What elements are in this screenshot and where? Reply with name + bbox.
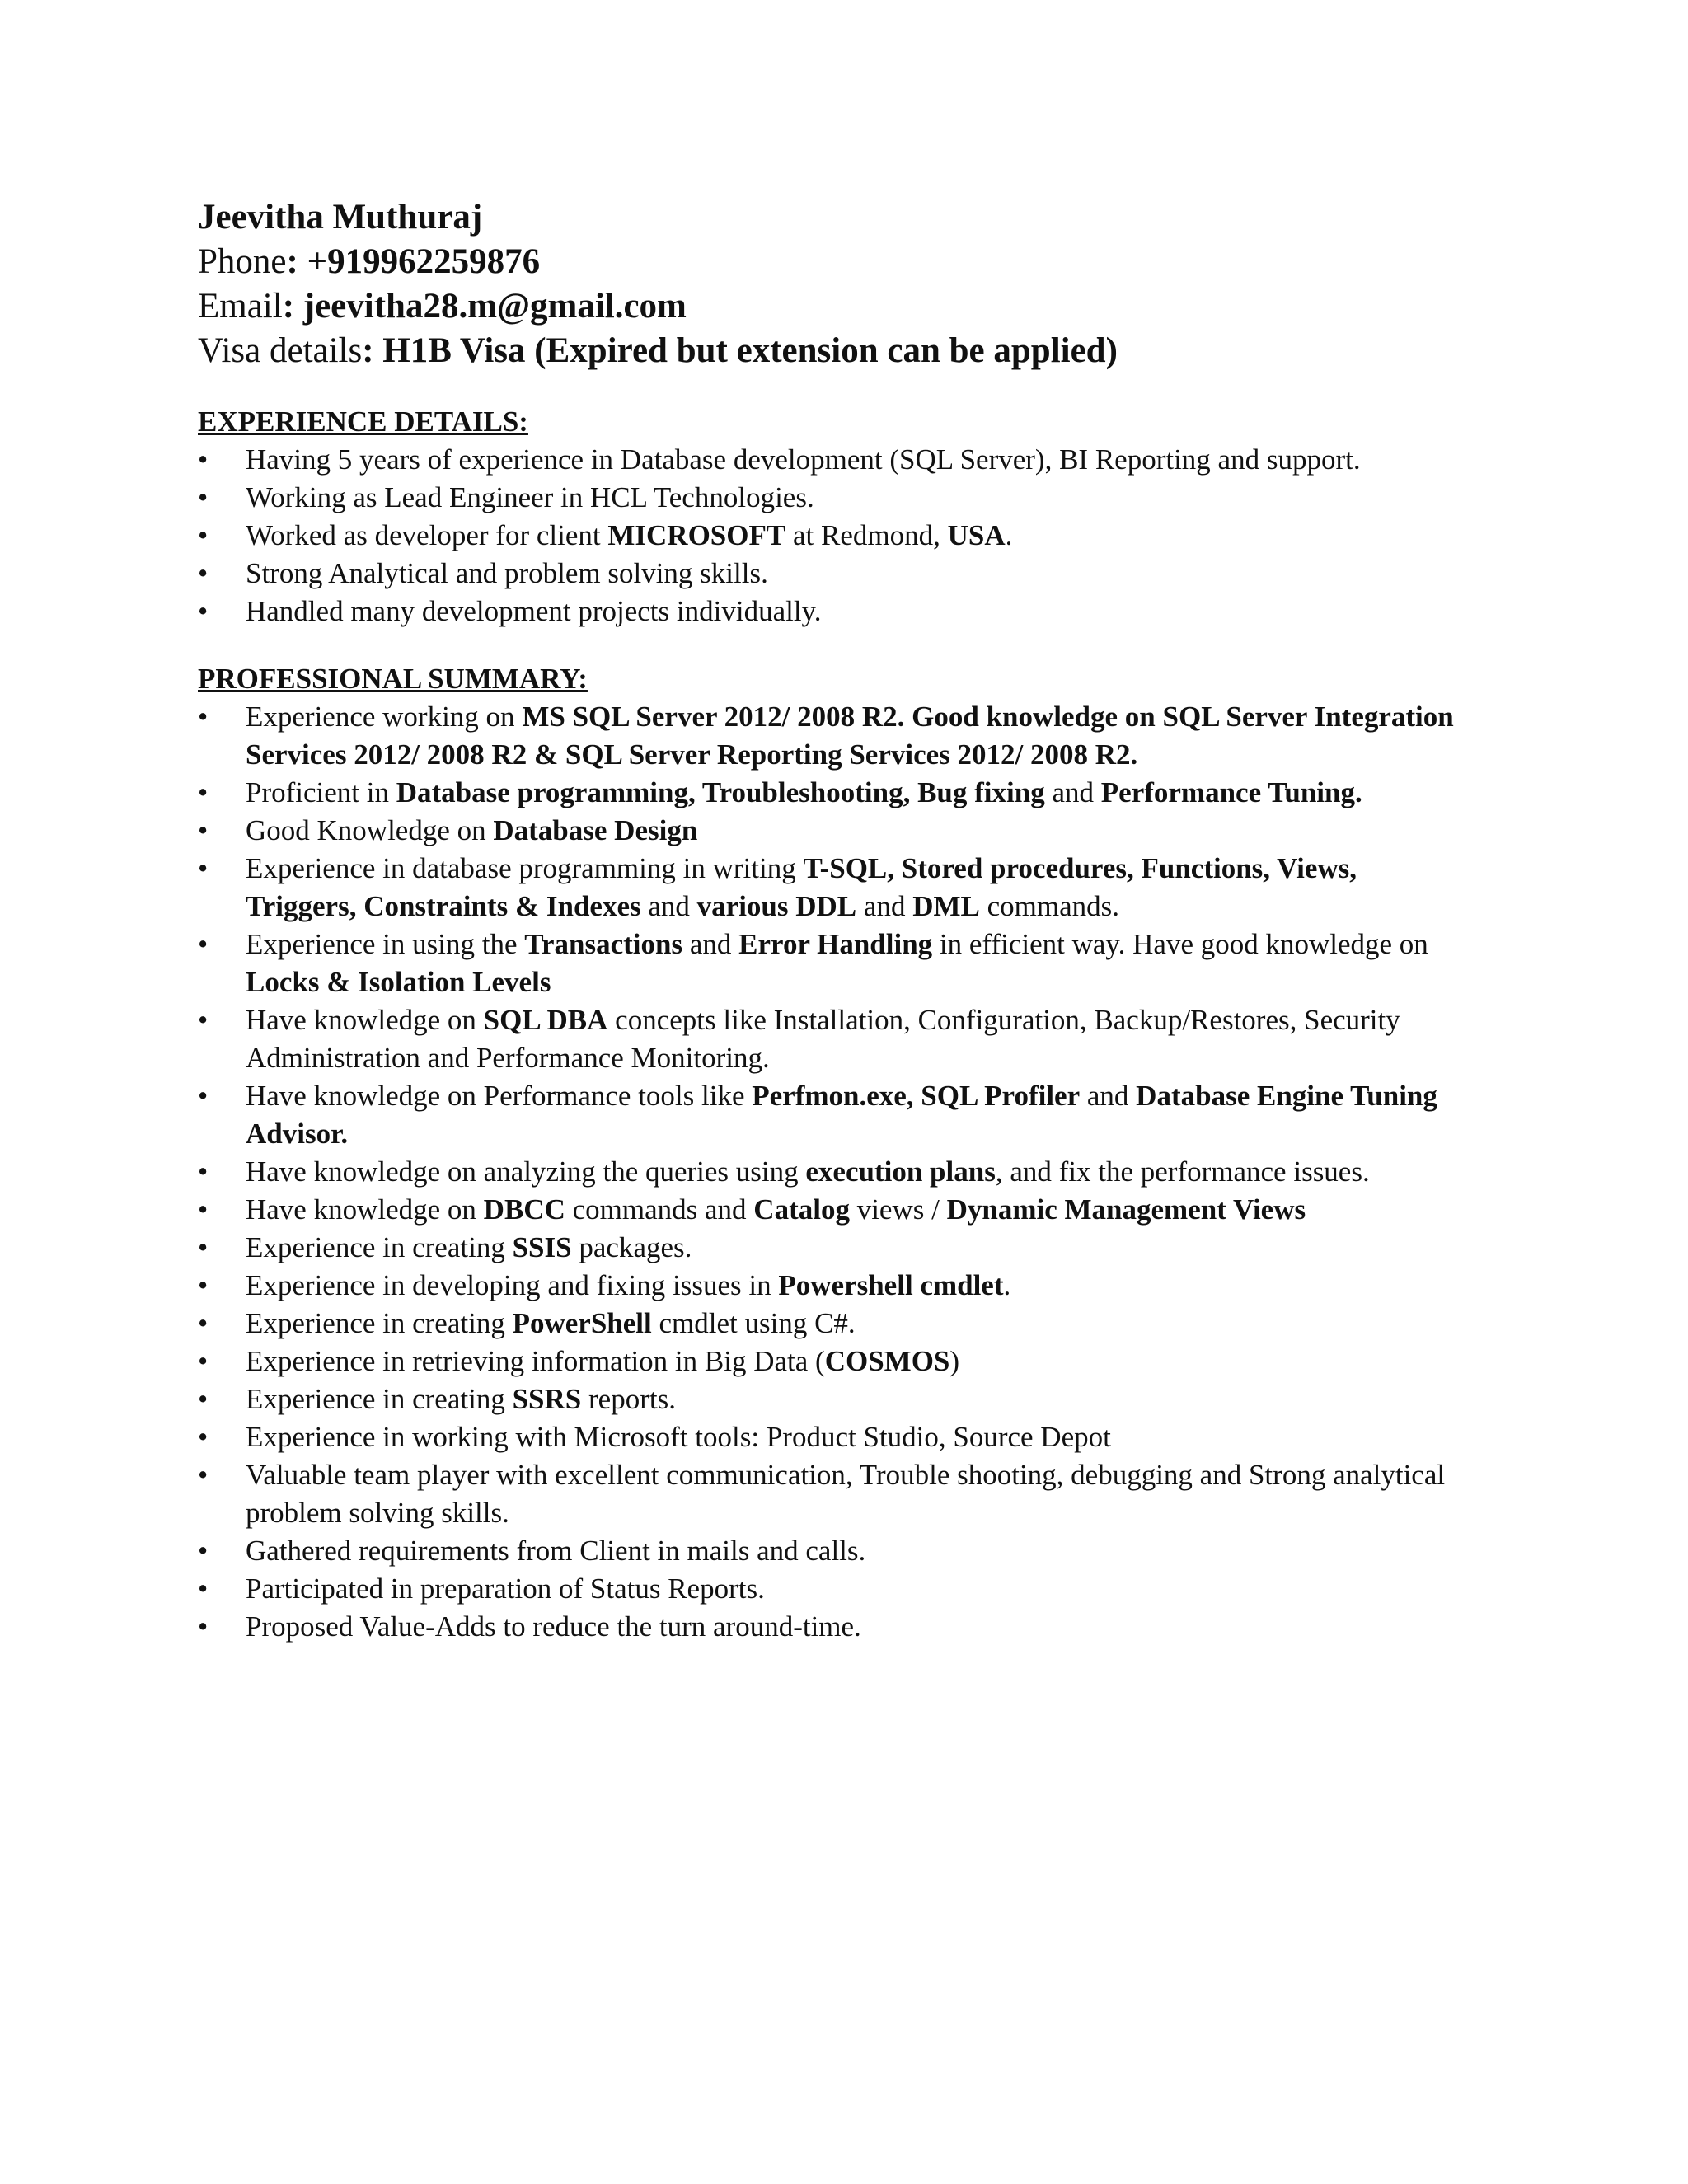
item-text: Proficient in (246, 776, 396, 808)
item-text: Participated in preparation of Status Reports. (246, 1572, 765, 1605)
item-text: Experience in creating (246, 1231, 513, 1263)
item-text: Experience in retrieving information in Big Data ( (246, 1345, 825, 1377)
bullet-icon: • (198, 1004, 209, 1036)
bold-text: Locks & Isolation Levels (246, 966, 551, 998)
list-item (198, 555, 1471, 593)
bold-text: various DDL (696, 890, 857, 922)
bullet-icon: • (198, 1231, 209, 1263)
list-item (198, 1608, 1471, 1646)
bold-text: Perfmon.exe, SQL Profiler (752, 1080, 1081, 1112)
bullet-icon: • (198, 1269, 209, 1301)
bold-text: Database Design (493, 814, 698, 846)
item-text: and (1044, 776, 1101, 808)
email-label: Email (198, 287, 283, 326)
bold-text: Transactions (524, 928, 683, 960)
item-text: Have knowledge on analyzing the queries using (246, 1155, 806, 1188)
item-text: Experience in creating (246, 1307, 513, 1339)
item-text: at Redmond, (785, 519, 948, 551)
bold-text: Powershell cmdlet (778, 1269, 1004, 1301)
item-text: Experience working on (246, 701, 523, 733)
list-item (198, 1267, 1471, 1305)
item-text: commands and (565, 1193, 754, 1226)
summary-list (198, 698, 1471, 1646)
item-text: and (682, 928, 739, 960)
bold-text: Database programming, Troubleshooting, Bug fixing (396, 776, 1045, 808)
item-text: Valuable team player with excellent communication, Trouble shooting, debugging and Strong analytical problem solving skills. (246, 1459, 1446, 1529)
list-item (198, 812, 1471, 850)
list-item (198, 1001, 1471, 1077)
visa-value: : H1B Visa (Expired but extension can be applied) (362, 331, 1118, 370)
bold-text: execution plans (805, 1155, 996, 1188)
item-text: cmdlet using C#. (651, 1307, 856, 1339)
bold-text: MICROSOFT (607, 519, 786, 551)
resume-page (198, 194, 1471, 1646)
item-text: Worked as developer for client (246, 519, 608, 551)
item-text: Experience in working with Microsoft tools: Product Studio, Source Depot (246, 1421, 1111, 1453)
bullet-icon: • (198, 1572, 209, 1605)
list-item (198, 1343, 1471, 1380)
item-text: reports. (581, 1383, 676, 1415)
item-text: ) (950, 1345, 960, 1377)
item-text: Experience in creating (246, 1383, 513, 1415)
list-item (198, 1077, 1471, 1153)
email-line (198, 284, 1471, 329)
bullet-icon: • (198, 1193, 209, 1226)
list-item (198, 441, 1471, 479)
list-item (198, 517, 1471, 555)
phone-line (198, 240, 1471, 284)
list-item (198, 1418, 1471, 1456)
list-item (198, 1380, 1471, 1418)
bullet-icon: • (198, 814, 209, 846)
email-value: : jeevitha28.m@gmail.com (282, 287, 687, 326)
list-item (198, 1570, 1471, 1608)
list-item (198, 479, 1471, 517)
bullet-icon: • (198, 852, 209, 884)
list-item (198, 1153, 1471, 1191)
bullet-icon: • (198, 1459, 209, 1491)
bold-text: Database Engine Tuning Advisor. (246, 1080, 1437, 1150)
item-text: Good Knowledge on (246, 814, 494, 846)
item-text: . (1003, 1269, 1011, 1301)
bold-text: USA (947, 519, 1006, 551)
item-text: in efficient way. Have good knowledge on (932, 928, 1428, 960)
item-text: Experience in database programming in writing (246, 852, 804, 884)
list-item (198, 593, 1471, 630)
bullet-icon: • (198, 776, 209, 808)
bullet-icon: • (198, 1383, 209, 1415)
bullet-icon: • (198, 443, 209, 476)
visa-line (198, 329, 1471, 373)
item-text: commands. (979, 890, 1119, 922)
bold-text: Error Handling (738, 928, 933, 960)
bullet-icon: • (198, 1345, 209, 1377)
bullet-icon: • (198, 1610, 209, 1643)
list-item (198, 698, 1471, 774)
list-item (198, 1229, 1471, 1267)
experience-section (198, 403, 1471, 630)
bullet-icon: • (198, 595, 209, 627)
item-text: Handled many development projects individually. (246, 595, 822, 627)
item-text: Experience in developing and fixing issues in (246, 1269, 779, 1301)
phone-value: : +919962259876 (286, 242, 541, 281)
candidate-name: Jeevitha Muthuraj (198, 198, 483, 237)
item-text: and (856, 890, 913, 922)
item-text: Have knowledge on (246, 1004, 484, 1036)
visa-label: Visa details (198, 331, 363, 370)
bullet-icon: • (198, 928, 209, 960)
bold-text: Performance Tuning. (1100, 776, 1362, 808)
bold-text: COSMOS (824, 1345, 950, 1377)
list-item (198, 774, 1471, 812)
bold-text: DBCC (483, 1193, 565, 1226)
list-item (198, 1532, 1471, 1570)
item-text: and (1080, 1080, 1137, 1112)
bullet-icon: • (198, 701, 209, 733)
bullet-icon: • (198, 1535, 209, 1567)
bullet-icon: • (198, 1421, 209, 1453)
bold-text: PowerShell (512, 1307, 652, 1339)
item-text: Strong Analytical and problem solving skills. (246, 557, 768, 589)
list-item (198, 926, 1471, 1001)
item-text: concepts like Installation, Configuration, Backup/Restores, Security Administration and Performance Monitoring. (246, 1004, 1400, 1074)
item-text: Proposed Value-Adds to reduce the turn around-time. (246, 1610, 861, 1643)
bold-text: SSIS (512, 1231, 572, 1263)
bold-text: Catalog (753, 1193, 850, 1226)
item-text: Having 5 years of experience in Database development (SQL Server), BI Reporting and support. (246, 443, 1361, 476)
summary-heading: PROFESSIONAL SUMMARY: (198, 663, 588, 695)
bullet-icon: • (198, 519, 209, 551)
item-text: views / (849, 1193, 947, 1226)
bold-text: SSRS (512, 1383, 582, 1415)
bullet-icon: • (198, 1155, 209, 1188)
item-text: Experience in using the (246, 928, 525, 960)
bullet-icon: • (198, 481, 209, 513)
item-text: Gathered requirements from Client in mails and calls. (246, 1535, 866, 1567)
item-text: Have knowledge on Performance tools like (246, 1080, 753, 1112)
list-item (198, 850, 1471, 926)
list-item (198, 1191, 1471, 1229)
item-text: Have knowledge on (246, 1193, 484, 1226)
item-text: , and fix the performance issues. (995, 1155, 1370, 1188)
bold-text: DML (912, 890, 980, 922)
experience-list (198, 441, 1471, 630)
bullet-icon: • (198, 557, 209, 589)
item-text: . (1005, 519, 1013, 551)
summary-section (198, 660, 1471, 1646)
item-text: packages. (571, 1231, 692, 1263)
list-item (198, 1456, 1471, 1532)
bullet-icon: • (198, 1080, 209, 1112)
bullet-icon: • (198, 1307, 209, 1339)
phone-label: Phone (198, 242, 287, 281)
item-text: Working as Lead Engineer in HCL Technologies. (246, 481, 814, 513)
bold-text: MS SQL Server 2012/ 2008 R2. Good knowledge on SQL Server Integration Services 2012/ 2008 R2 & SQL Server Reporting Services 2012/ 2008 R2. (246, 701, 1454, 771)
bold-text: SQL DBA (483, 1004, 608, 1036)
bold-text: T-SQL, Stored procedures, Functions, Views, Triggers, Constraints & Indexes (246, 852, 1357, 922)
experience-heading: EXPERIENCE DETAILS: (198, 405, 528, 438)
item-text: and (640, 890, 697, 922)
bold-text: Dynamic Management Views (946, 1193, 1306, 1226)
list-item (198, 1305, 1471, 1343)
